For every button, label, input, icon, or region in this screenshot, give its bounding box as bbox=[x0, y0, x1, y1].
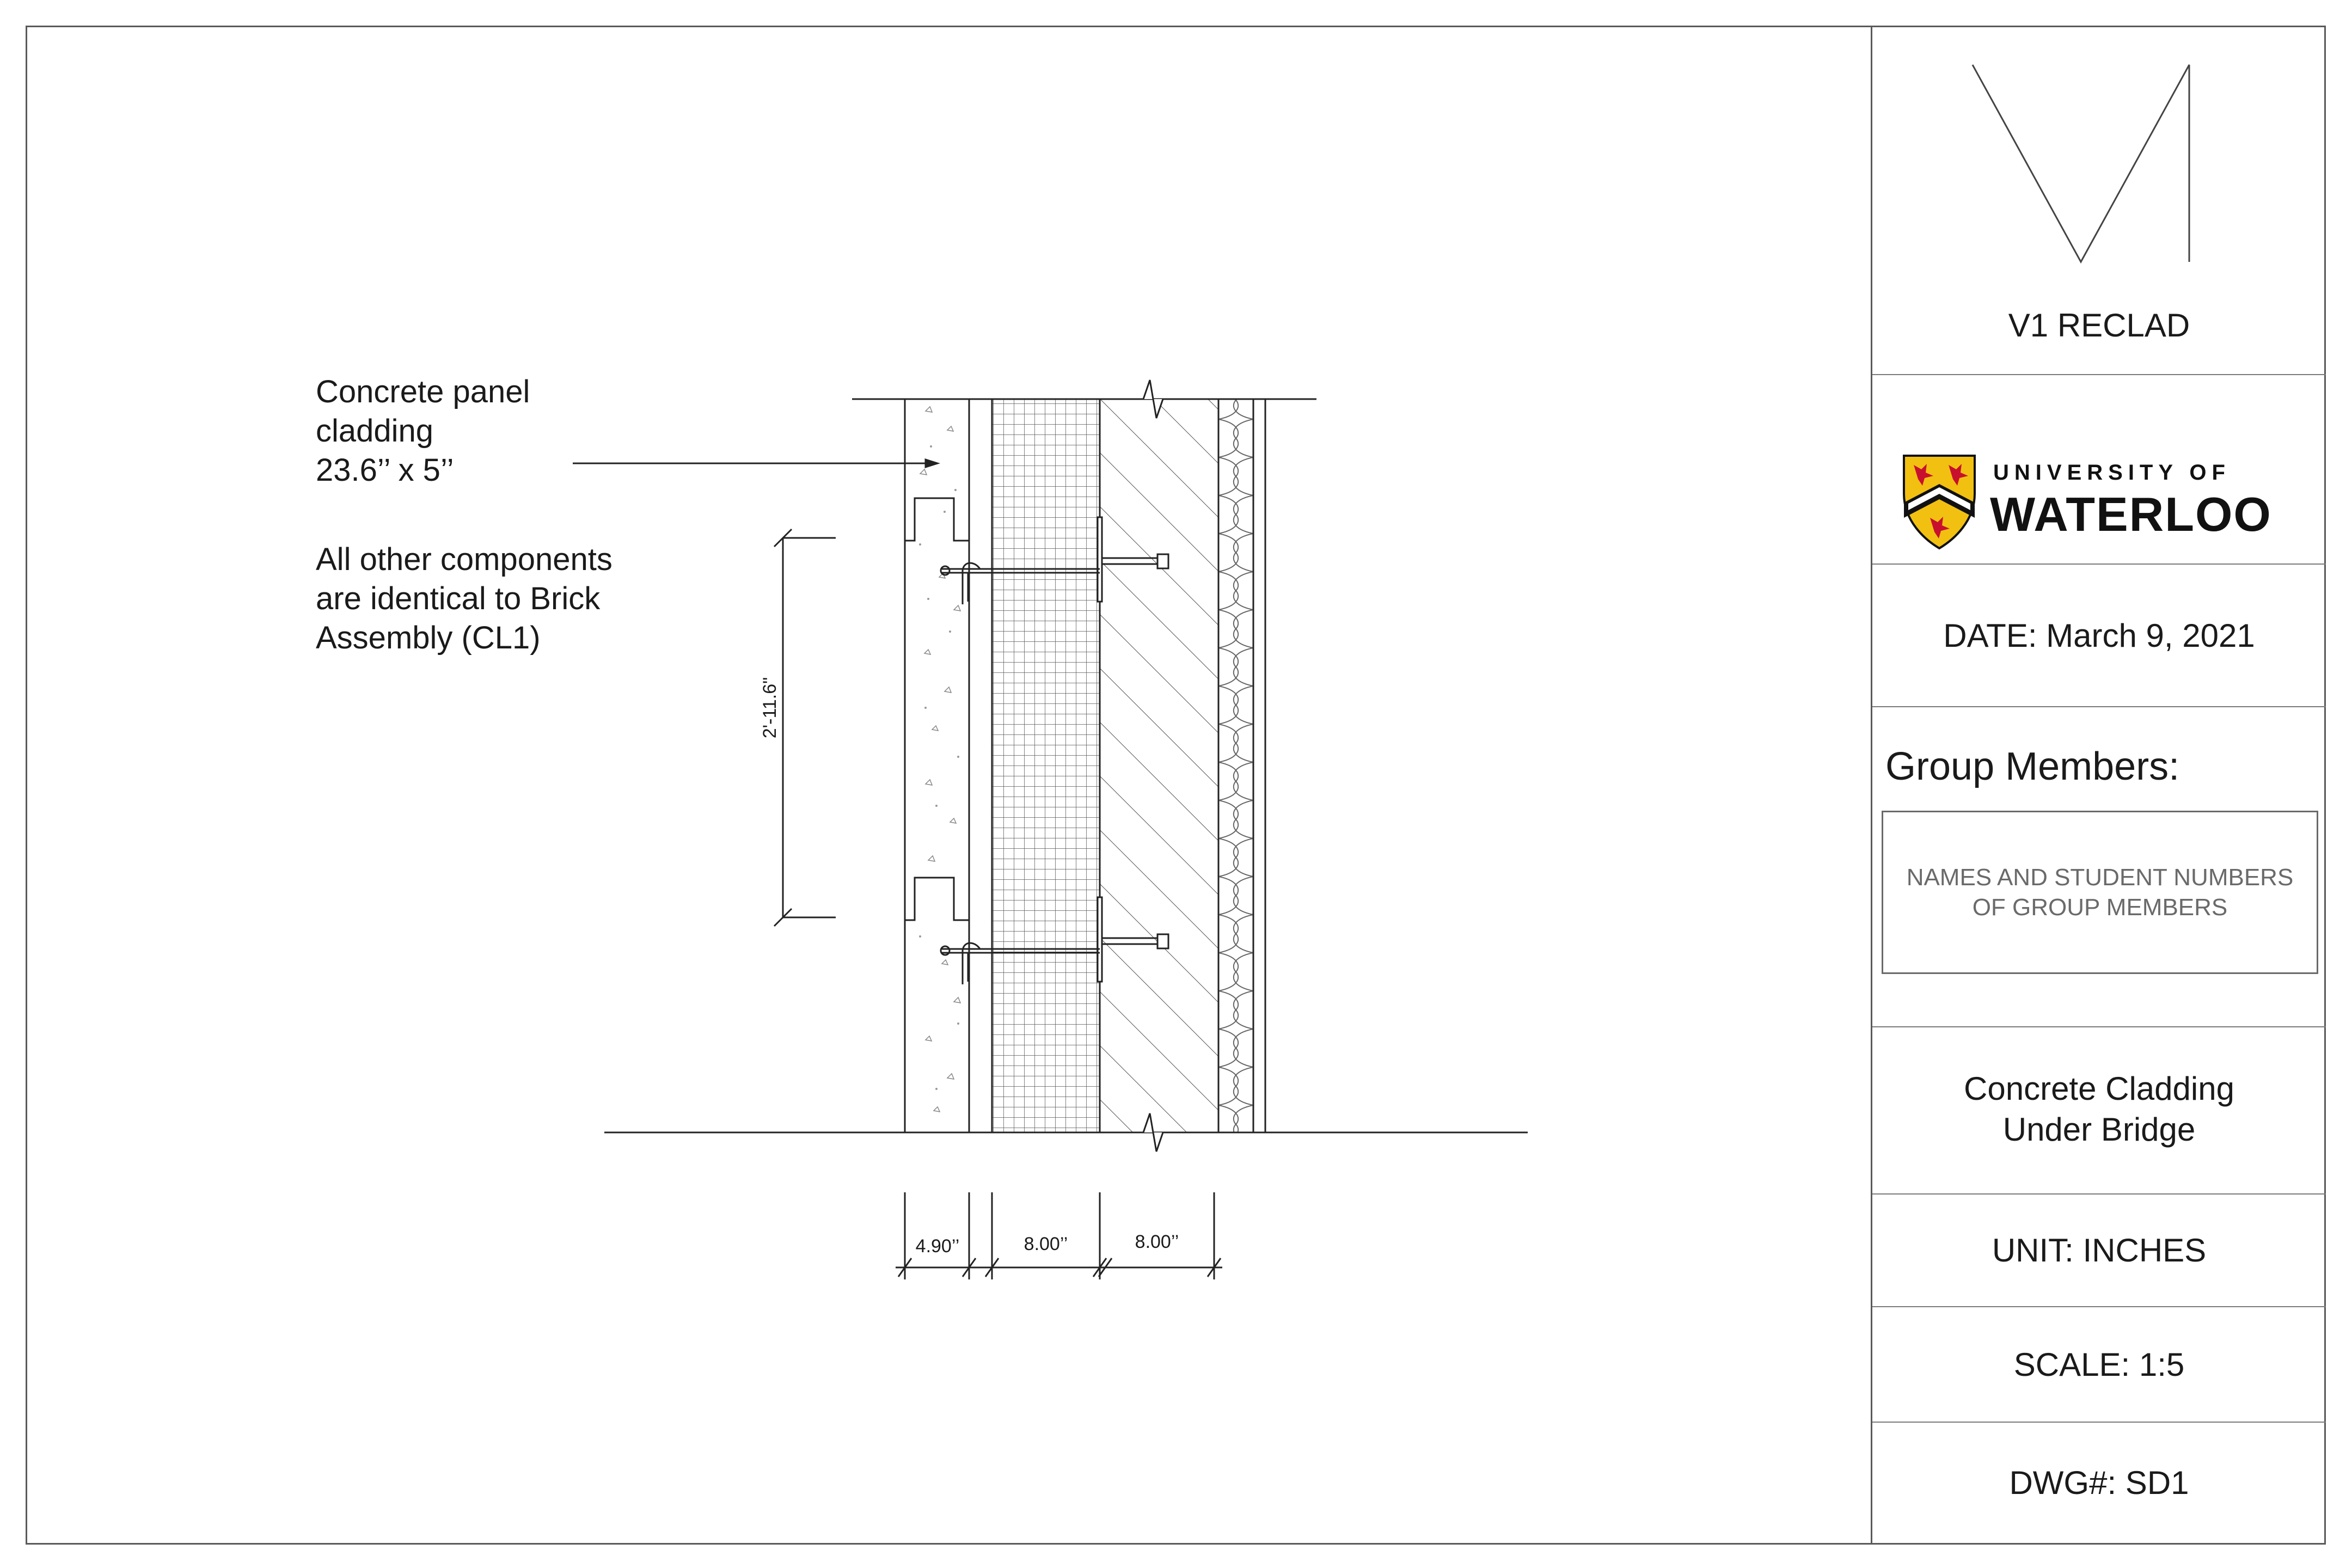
vertical-dimension bbox=[774, 529, 836, 926]
mesh-layer bbox=[992, 399, 1100, 1132]
drawing-title: Concrete Cladding Under Bridge bbox=[1964, 1070, 2234, 1148]
group-members-title: Group Members: bbox=[1885, 745, 2180, 788]
title-block bbox=[1871, 26, 2326, 1545]
scale-cell bbox=[1872, 1307, 2326, 1422]
group-members-box bbox=[1882, 811, 2318, 974]
panel-leader-arrow bbox=[573, 460, 938, 467]
project-title: V1 RECLAD bbox=[2008, 307, 2190, 344]
panel-cladding-note: Concrete panel cladding 23.6’’ x 5’’ bbox=[316, 374, 530, 488]
dwg-number-text: DWG#: SD1 bbox=[2009, 1464, 2189, 1501]
group-members-placeholder: NAMES AND STUDENT NUMBERS OF GROUP MEMBERS bbox=[1906, 864, 2294, 921]
inner-finish-layer bbox=[1253, 399, 1265, 1132]
logo-text-line1: UNIVERSITY OF bbox=[1993, 461, 2231, 485]
dwg-number-cell bbox=[1872, 1423, 2326, 1542]
insulation-layer bbox=[1218, 399, 1253, 1132]
v1-mark bbox=[1872, 26, 2328, 298]
vertical-dimension-label: 2'-11.6" bbox=[759, 677, 780, 739]
project-title-cell bbox=[1872, 281, 2326, 369]
hatched-layer bbox=[1100, 399, 1218, 1132]
divider bbox=[1872, 706, 2326, 707]
other-components-note: All other components are identical to Brick Assembly (CL1) bbox=[316, 542, 612, 656]
unit-cell bbox=[1872, 1195, 2326, 1306]
scale-text: SCALE: 1:5 bbox=[2013, 1346, 2185, 1383]
date-cell bbox=[1872, 565, 2326, 706]
logo-text-line2: WATERLOO bbox=[1990, 487, 2272, 541]
university-logo bbox=[1872, 375, 2328, 560]
date-text: DATE: March 9, 2021 bbox=[1943, 617, 2255, 654]
drawing-title-cell bbox=[1872, 1027, 2326, 1191]
unit-text: UNIT: INCHES bbox=[1992, 1232, 2207, 1269]
dimension-panel-thickness: 4.90’’ bbox=[915, 1236, 960, 1257]
dimension-layer-2: 8.00’’ bbox=[1024, 1234, 1068, 1254]
crest-icon bbox=[1904, 456, 1975, 548]
dimension-layer-3: 8.00’’ bbox=[1135, 1232, 1179, 1252]
